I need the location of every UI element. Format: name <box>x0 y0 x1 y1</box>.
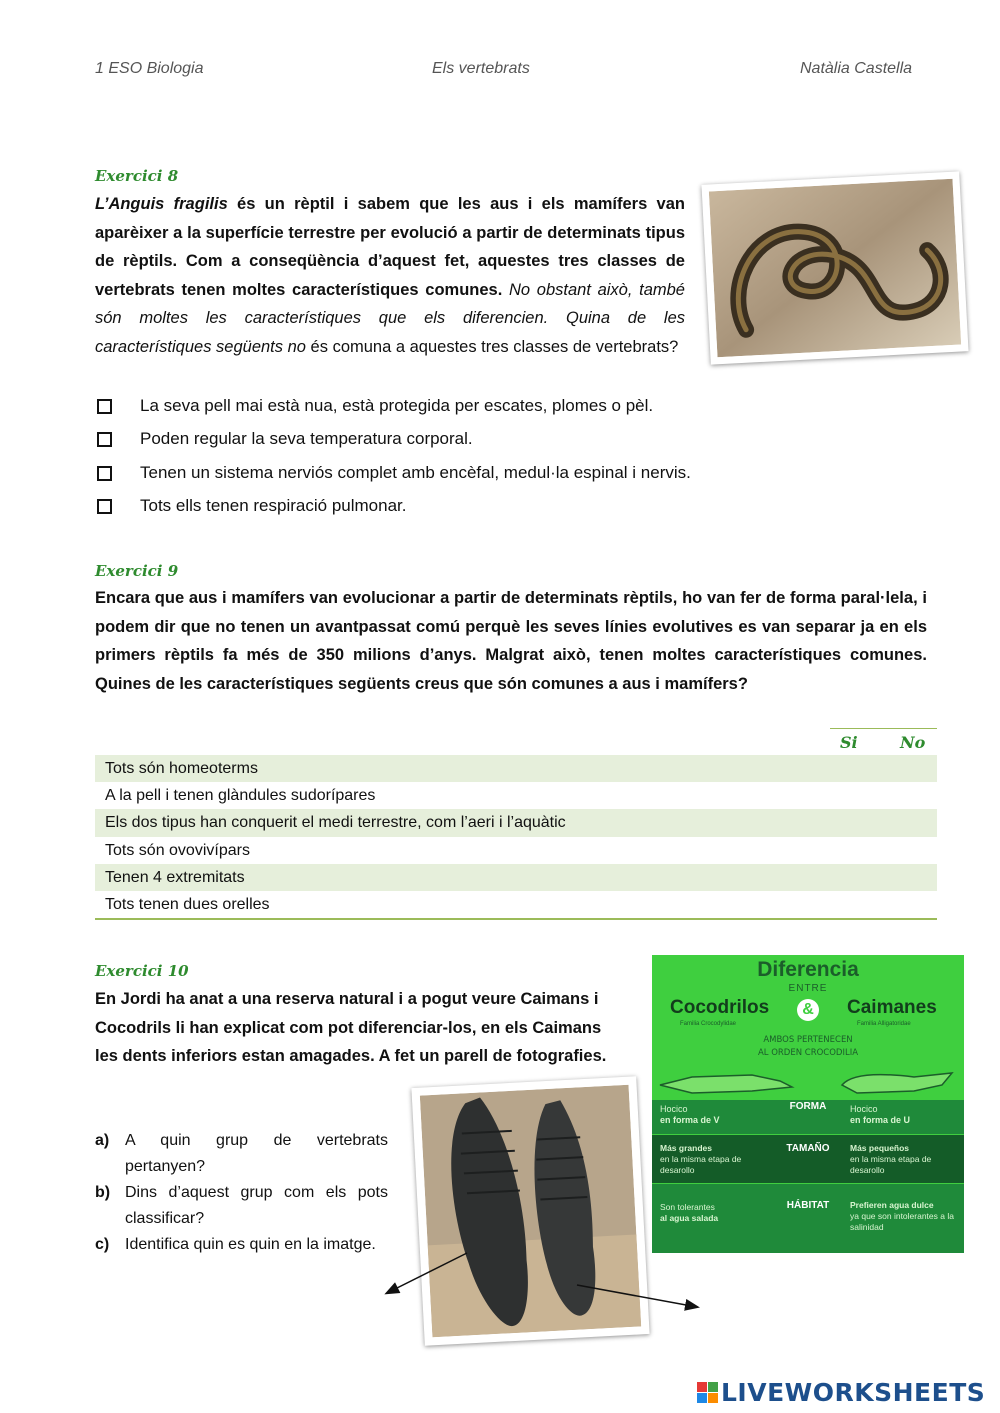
option-label: Tots ells tenen respiració pulmonar. <box>140 496 407 515</box>
left-arrow <box>387 1253 467 1293</box>
habitat-right-b: ya que son intolerantes a la salinidad <box>850 1211 954 1232</box>
question-text: Identifica quin es quin en la imatge. <box>125 1236 376 1253</box>
infographic <box>652 955 964 1253</box>
exercise-9-text: Encara que aus i mamífers van evolucionar a partir de determinats rèptils, ho van fer de forma paral·lela, i podem dir que no tenen un avantpassat comú perquè les seves línies evolutives es van separar ja en els primers rèptils fa més de 350 milions d’anys. Malgrat això, tenen moltes característiques comunes. Quines de les característiques següents creus que són comunes a aus i mamífers? <box>95 589 927 693</box>
infographic-caimanes: Caimanes <box>847 997 937 1018</box>
question-a <box>95 1128 388 1180</box>
habitat-left-a: Son tolerantes <box>660 1202 715 1212</box>
infographic-left-sub: Familia Crocodylidae <box>680 1021 737 1027</box>
habitat-row <box>652 1184 964 1253</box>
infographic-title: Diferencia <box>757 958 859 981</box>
exercise-9-title: Exercici 9 <box>95 562 179 580</box>
infographic-ampersand: & <box>797 999 819 1021</box>
habitat-right-a: Prefieren agua dulce <box>850 1200 934 1210</box>
infographic-ambos2: AL ORDEN CROCODILIA <box>757 1048 859 1058</box>
habitat-left-b: al agua salada <box>660 1213 719 1223</box>
exercise-10-text: En Jordi ha anat a una reserva natural i a pogut veure Caimans i Cocodrils li han explicat com pot diferenciar-los, en els Caimans les dents inferiors estan amagades. A fet un parell de fotografies. <box>95 990 607 1065</box>
header-topic: Els vertebrats <box>432 60 530 77</box>
checkbox[interactable] <box>97 432 112 447</box>
col-no: No <box>900 733 926 752</box>
exercise-8-text <box>95 190 685 361</box>
option-label: La seva pell mai està nua, està protegida per escates, plomes o pèl. <box>140 396 654 415</box>
snake-photo <box>701 171 968 364</box>
infographic-entre: ENTRE <box>788 983 828 994</box>
forma-left-a: Hocico <box>660 1104 688 1114</box>
table-row: Tots són ovovivípars <box>105 841 250 859</box>
exercise-8-question: No obstant això, també són moltes les característiques que els diferencien. Quina de les característiques següents no <box>95 280 685 356</box>
tamano-row <box>652 1135 964 1183</box>
forma-label: FORMA <box>789 1101 827 1112</box>
species-name: L’Anguis fragilis <box>95 195 228 213</box>
right-arrow <box>577 1285 697 1307</box>
question-c <box>95 1232 388 1258</box>
tamano-left-b: en la misma etapa de desarollo <box>660 1154 742 1175</box>
habitat-label: HÁBITAT <box>786 1200 830 1211</box>
exercise-8-title: Exercici 8 <box>95 167 179 185</box>
checkbox[interactable] <box>97 499 112 514</box>
characteristics-table <box>95 755 937 920</box>
option-4[interactable] <box>97 496 406 516</box>
header-subject: 1 ESO Biologia <box>95 60 204 77</box>
header-author: Natàlia Castella <box>800 60 913 77</box>
exercise-8-intro: és un rèptil i sabem que les aus i els mamífers van aparèixer a la superfície terrestre per evolució a partir de determinats tipus de rèptils. Com a conseqüència d’aquest fet, aquestes tres classes de vertebrats tenen moltes característiques comunes. <box>95 195 685 299</box>
tamano-right-b: en la misma etapa de desarollo <box>850 1154 932 1175</box>
tamano-right-a: Más pequeños <box>850 1143 910 1153</box>
table-row: Tenen 4 extremitats <box>95 864 937 891</box>
infographic-ambos: AMBOS PERTENECEN <box>763 1035 853 1045</box>
option-3[interactable] <box>97 463 691 483</box>
option-1[interactable] <box>97 396 653 416</box>
question-text: Dins d’aquest grup com els pots classificar? <box>125 1184 388 1227</box>
forma-row <box>652 1100 964 1134</box>
question-label: a) <box>95 1132 110 1149</box>
question-label: c) <box>95 1236 110 1253</box>
anguis-fragilis-image <box>709 179 961 358</box>
exercise-8-question-end: és comuna a aquestes tres classes de vertebrats? <box>305 337 679 356</box>
tamano-left-a: Más grandes <box>660 1143 712 1153</box>
option-label: Tenen un sistema nerviós complet amb encèfal, medul·la espinal i nervis. <box>140 463 691 482</box>
checkbox[interactable] <box>97 466 112 481</box>
option-2[interactable] <box>97 429 473 449</box>
forma-left-b: en forma de V <box>660 1115 720 1125</box>
table-row: Tots tenen dues orelles <box>105 895 270 913</box>
forma-right-a: Hocico <box>850 1104 878 1114</box>
question-label: b) <box>95 1184 111 1201</box>
table-row: Els dos tipus han conquerit el medi terrestre, com l’aeri i l’aquàtic <box>95 809 937 836</box>
forma-right-b: en forma de U <box>850 1115 911 1125</box>
checkbox[interactable] <box>97 399 112 414</box>
table-row: A la pell i tenen glàndules sudorípares <box>105 787 376 805</box>
table-header <box>830 728 937 757</box>
question-b <box>95 1180 388 1232</box>
table-row: Tots són homeoterms <box>95 755 937 782</box>
infographic-right-sub: Familia Alligatoridae <box>857 1021 911 1027</box>
liveworksheets-logo <box>697 1378 985 1407</box>
option-label: Poden regular la seva temperatura corporal. <box>140 429 473 448</box>
question-text: A quin grup de vertebrats pertanyen? <box>125 1132 388 1175</box>
identification-arrows <box>375 1245 705 1315</box>
tamano-label: TAMAÑO <box>786 1143 830 1154</box>
col-si: Si <box>840 733 858 752</box>
crocodile-silhouettes <box>652 1063 964 1099</box>
infographic-cocodrilos: Cocodrilos <box>670 997 770 1018</box>
logo-icon <box>697 1382 718 1403</box>
logo-text: LIVEWORKSHEETS <box>721 1378 986 1407</box>
exercise-10-title: Exercici 10 <box>95 962 189 980</box>
